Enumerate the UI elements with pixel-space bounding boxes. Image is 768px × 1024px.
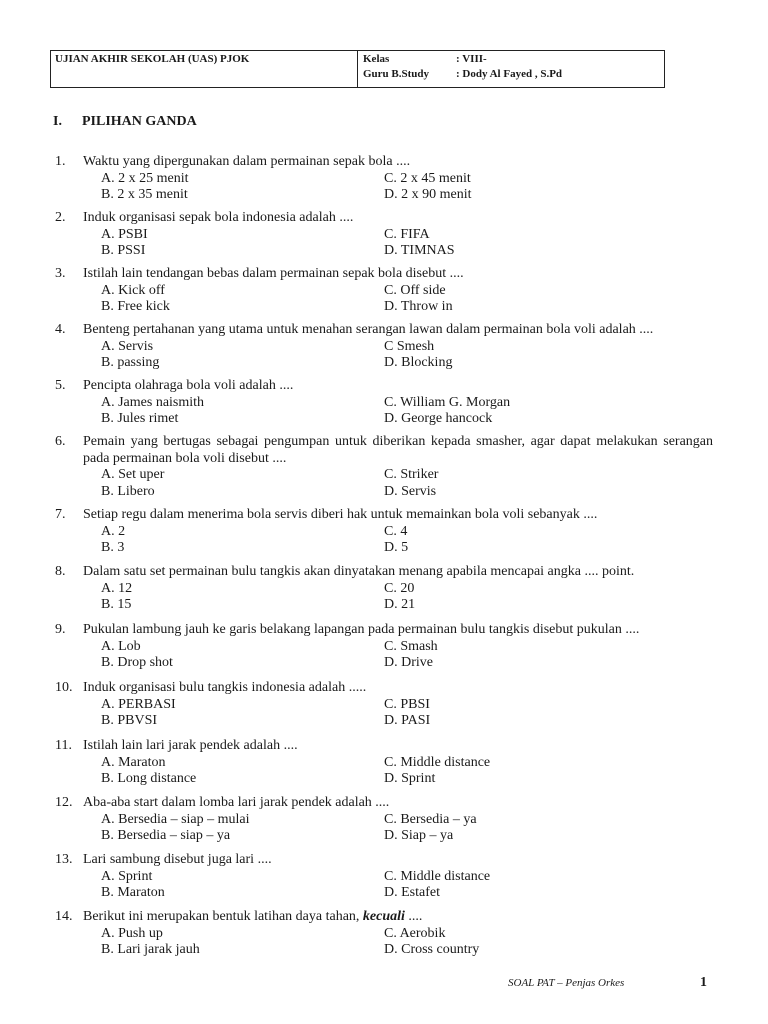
answer-option: B. Bersedia – siap – ya <box>101 828 231 843</box>
question-text: Pemain yang bertugas sebagai pengumpan untuk diberikan kepada smasher, agar dapat melakukan serangan pada permainan bola voli disebut .... <box>83 434 713 466</box>
class-value: : VIII- <box>456 53 487 65</box>
answer-option: C Smesh <box>384 338 435 354</box>
question-number: 8. <box>55 564 66 579</box>
question-text: Pukulan lambung jauh ke garis belakang lapangan pada permainan bulu tangkis disebut pukulan .... <box>83 622 640 637</box>
answer-option: D. George hancock <box>384 411 493 426</box>
answer-option: A. Set uper <box>101 467 165 482</box>
answer-option: A. Maraton <box>101 754 166 770</box>
question-text: Lari sambung disebut juga lari .... <box>83 852 272 867</box>
answer-option: C. FIFA <box>384 226 430 242</box>
answer-option: B. 3 <box>101 540 125 555</box>
question-text: Pencipta olahraga bola voli adalah .... <box>83 378 294 393</box>
teacher-value: : Dody Al Fayed , S.Pd <box>456 68 563 80</box>
exam-title: UJIAN AKHIR SEKOLAH (UAS) PJOK <box>55 53 250 65</box>
answer-option: D. Estafet <box>384 885 440 900</box>
question-number: 9. <box>55 622 66 637</box>
class-label: Kelas <box>363 53 390 65</box>
answer-option: B. 15 <box>101 597 132 612</box>
answer-option: A. James naismith <box>101 394 205 410</box>
answer-option: C. Middle distance <box>384 868 491 884</box>
answer-option: B. Long distance <box>101 771 197 786</box>
answer-option: C. Middle distance <box>384 754 491 770</box>
answer-option: D. Blocking <box>384 355 453 370</box>
answer-option: D. TIMNAS <box>384 243 455 258</box>
answer-option: A. Lob <box>101 638 141 654</box>
answer-option: D. Servis <box>384 483 437 499</box>
answer-option: A. PSBI <box>101 226 148 242</box>
question-text: Berikut ini merupakan bentuk latihan daya tahan, kecuali .... <box>83 909 423 924</box>
footer-label: SOAL PAT – Penjas Orkes <box>508 977 625 989</box>
answer-option: B. 2 x 35 menit <box>101 187 188 202</box>
answer-option: D. Sprint <box>384 771 436 786</box>
answer-option: D. 2 x 90 menit <box>384 187 472 202</box>
question-emphasis: kecuali <box>362 909 405 924</box>
answer-option: C. 4 <box>384 523 408 539</box>
question-text: Aba-aba start dalam lomba lari jarak pendek adalah .... <box>83 795 390 810</box>
answer-option: D. PASI <box>384 713 431 728</box>
question-number: 11. <box>55 738 72 753</box>
question-text: Waktu yang dipergunakan dalam permainan sepak bola .... <box>83 154 411 169</box>
question-number: 6. <box>55 434 66 449</box>
question-text: Benteng pertahanan yang utama untuk menahan serangan lawan dalam permainan bola voli adalah .... <box>83 322 654 337</box>
question-number: 4. <box>55 322 66 337</box>
answer-option: A. Push up <box>101 925 163 941</box>
answer-option: A. Servis <box>101 338 154 354</box>
exam-header-box <box>50 50 665 88</box>
answer-option: B. passing <box>101 355 160 370</box>
question-number: 1. <box>55 154 66 169</box>
teacher-label: Guru B.Study <box>363 68 430 80</box>
answer-option: D. 21 <box>384 597 416 612</box>
answer-option: B. Maraton <box>101 885 165 900</box>
answer-option: A. PERBASI <box>101 696 176 712</box>
answer-option: A. 12 <box>101 580 133 596</box>
question-number: 10. <box>55 680 73 695</box>
answer-option: C. Off side <box>384 282 446 298</box>
question-text: Induk organisasi sepak bola indonesia adalah .... <box>83 210 354 225</box>
section-heading <box>53 114 197 130</box>
question-text: Istilah lain tendangan bebas dalam permainan sepak bola disebut .... <box>83 266 464 281</box>
question-number: 13. <box>55 852 73 867</box>
page-number: 1 <box>700 975 707 990</box>
answer-option: A. Kick off <box>101 282 165 298</box>
question-text: Induk organisasi bulu tangkis indonesia adalah ..... <box>83 680 367 695</box>
section-title: PILIHAN GANDA <box>82 114 197 129</box>
question-number: 12. <box>55 795 73 810</box>
question-text: Setiap regu dalam menerima bola servis diberi hak untuk memainkan bola voli sebanyak .... <box>83 507 598 522</box>
question-number: 7. <box>55 507 66 522</box>
answer-option: A. Bersedia – siap – mulai <box>101 811 250 827</box>
answer-option: A. Sprint <box>101 868 153 884</box>
answer-option: B. Free kick <box>101 299 170 314</box>
answer-option: B. Jules rimet <box>101 411 179 426</box>
question-text: Istilah lain lari jarak pendek adalah .... <box>83 738 298 753</box>
question-number: 2. <box>55 210 66 225</box>
answer-option: C. PBSI <box>384 696 430 712</box>
answer-option: C. William G. Morgan <box>384 394 511 410</box>
answer-option: D. Throw in <box>384 299 453 314</box>
answer-option: D. Siap – ya <box>384 828 454 843</box>
question-number: 3. <box>55 266 66 281</box>
class-row <box>363 53 487 65</box>
answer-option: A. 2 x 25 menit <box>101 170 189 186</box>
answer-option: C. Striker <box>384 467 439 482</box>
answer-option: C. Bersedia – ya <box>384 811 477 827</box>
question-number: 5. <box>55 378 66 393</box>
question-text: Dalam satu set permainan bulu tangkis akan dinyatakan menang apabila mencapai angka .... point. <box>83 564 635 579</box>
answer-option: C. Smash <box>384 638 438 654</box>
answer-option: B. PBVSI <box>101 713 158 728</box>
header-divider <box>357 51 358 87</box>
answer-option: D. 5 <box>384 540 409 555</box>
answer-option: B. Libero <box>101 483 155 499</box>
answer-option: D. Drive <box>384 655 433 670</box>
answer-option: C. 20 <box>384 580 415 596</box>
answer-option: B. PSSI <box>101 243 146 258</box>
question-number: 14. <box>55 909 73 924</box>
answer-option: C. Aerobik <box>384 925 446 941</box>
answer-option: D. Cross country <box>384 942 480 957</box>
answer-option: A. 2 <box>101 523 126 539</box>
answer-option: B. Lari jarak jauh <box>101 942 200 957</box>
answer-option: C. 2 x 45 menit <box>384 170 471 186</box>
teacher-row <box>363 68 562 80</box>
section-number: I. <box>53 114 62 129</box>
answer-option: B. Drop shot <box>101 655 173 670</box>
